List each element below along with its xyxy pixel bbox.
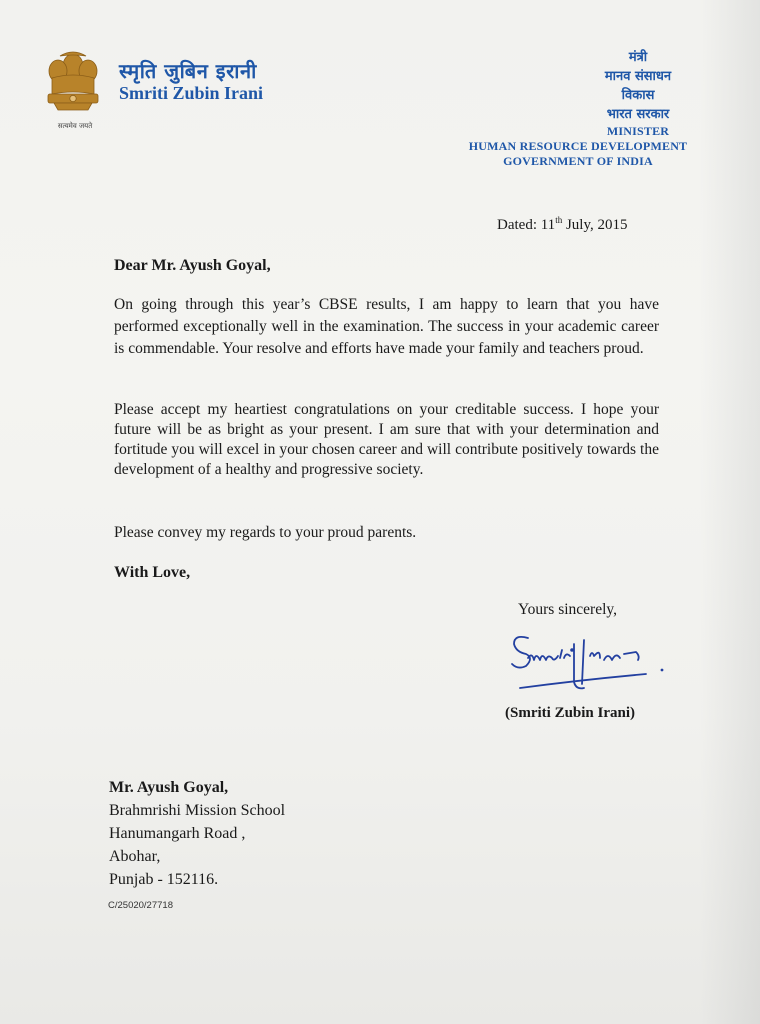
- signer-name: (Smriti Zubin Irani): [505, 705, 636, 721]
- closing-yours: Yours sincerely,: [518, 601, 618, 618]
- body-paragraph: Please convey my regards to your proud parents.: [114, 524, 417, 541]
- reference-number: C/25020/27718: [108, 900, 173, 911]
- recipient-address-line: Punjab - 152116.: [109, 871, 219, 888]
- designation-block: [438, 48, 718, 169]
- closing-love: With Love,: [114, 564, 191, 581]
- date-prefix: Dated: 11: [497, 217, 556, 233]
- date-rest: July, 2015: [562, 217, 628, 233]
- letterhead-name-english: Smriti Zubin Irani: [119, 83, 264, 103]
- designation-english-line: GOVERNMENT OF INDIA: [503, 154, 653, 168]
- recipient-name: Mr. Ayush Goyal,: [109, 779, 229, 796]
- designation-english-line: HUMAN RESOURCE DEVELOPMENT: [468, 139, 688, 153]
- designation-english-line: MINISTER: [606, 124, 670, 138]
- recipient-address: [109, 776, 285, 891]
- designation-hindi-line: विकास: [621, 88, 655, 103]
- body-paragraph: Please accept my heartiest congratulations on your creditable success. I hope your future will be as bright as your present. I am sure that with your determination and fortitude you will excel in your chosen career and will contribute positively towards the development of a healthy and progressive society.: [114, 401, 659, 478]
- date-suffix: th: [555, 215, 563, 225]
- salutation: Dear Mr. Ayush Goyal,: [114, 257, 271, 274]
- emblem-motto: सत्यमेव जयते: [57, 122, 93, 130]
- recipient-address-line: Hanumangarh Road ,: [109, 825, 246, 842]
- handwritten-signature: [500, 622, 670, 702]
- letterhead-name-hindi: स्मृति जुबिन इरानी: [119, 59, 257, 83]
- designation-hindi-line: मंत्री: [628, 50, 648, 65]
- designation-hindi-line: भारत सरकार: [606, 107, 670, 122]
- body-paragraph: On going through this year’s CBSE results, I am happy to learn that you have performed exceptionally well in the examination. The success in your academic career is commendable. Your resolve and efforts have made your family and teachers proud.: [114, 296, 659, 357]
- recipient-address-line: Abohar,: [109, 848, 161, 865]
- letter-date: [497, 215, 627, 234]
- designation-hindi-line: मानव संसाधन: [604, 69, 672, 84]
- recipient-address-line: Brahmrishi Mission School: [109, 802, 286, 819]
- designation-english: [438, 124, 718, 169]
- designation-hindi: [558, 48, 718, 124]
- national-emblem-icon: [38, 44, 108, 134]
